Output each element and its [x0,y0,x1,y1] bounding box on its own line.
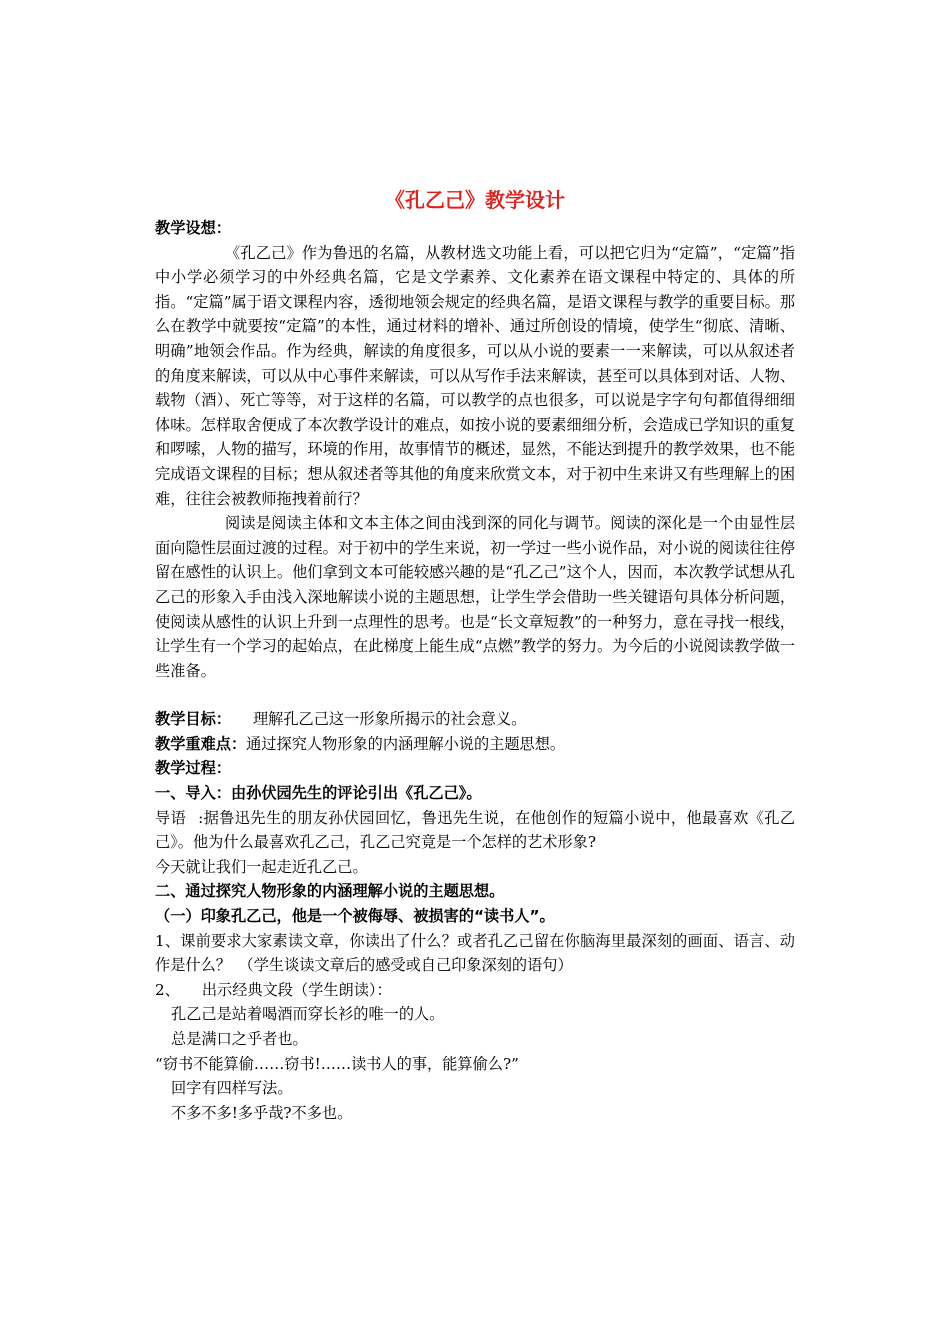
section1-lead [155,806,795,855]
quote-line: 回字有四样写法。 [171,1079,293,1098]
keypoint-line [155,732,795,757]
design-paragraph-1: 《孔乙己》作为鲁迅的名篇，从教材选文功能上看，可以把它归为“定篇”，“定篇”指中小学必须学习的中外经典名篇，它是文学素养、文化素养在语文课程中特定的、具体的所指。“定篇”属于语文课程内容，透彻地领会规定的经典名篇，是语文课程与教学的重要目标。那么在教学中就要按“定篇”的本性，通过材料的增补、通过所创设的情境，使学生“彻底、清晰、明确”地领会作品。作为经典，解读的角度很多，可以从小说的要素一一来解读，可以从叙述者的角度来解读，可以从中心事件来解读，可以从写作手法来解读，甚至可以具体到对话、人物、载物（酒）、死亡等等，对于这样的名篇，可以教学的点也很多，可以说是字字句句都值得细细体味。怎样取舍便成了本次教学设计的难点，如按小说的要素细细分析，会造成已学知识的重复和啰嗦，人物的描写，环境的作用，故事情节的概述，显然，不能达到提升的教学效果，也不能完成语文课程的目标；想从叙述者等其他的角度来欣赏文本，对于初中生来讲又有些理解上的困难，往往会被教师拖拽着前行？ [155,243,795,508]
item2-number: 2、 [155,980,180,999]
keypoint-text: 通过探究人物形象的内涵理解小说的主题思想。 [246,734,566,753]
goal-line [155,707,795,732]
section2-subheading: （一）印象孔乙己，他是一个被侮辱、被损害的“读书人”。 [155,907,555,926]
quote-line: “窃书不能算偷……窃书!……读书人的事，能算偷么?” [155,1054,519,1073]
spacer [155,683,795,707]
document-title: 《孔乙己》教学设计 [385,188,565,212]
keypoint-label: 教学重难点： [155,734,247,753]
lead-label: 导语 [155,808,187,827]
goal-text: 理解孔乙己这一形象所揭示的社会意义。 [252,710,527,729]
lead-text: :据鲁迅先生的朋友孙伏园回忆，鲁迅先生说，在他创作的短篇小说中，他最喜欢《孔乙己》。他为什么最喜欢孔乙己，孔乙己究竟是一个怎样的艺术形象? [155,808,796,852]
section2-heading: 二、通过探究人物形象的内涵理解小说的主题思想。 [155,882,505,901]
quote-line: 孔乙己是站着喝酒而穿长衫的唯一的人。 [171,1005,445,1024]
item2-text: 出示经典文段（学生朗读）： [201,980,392,999]
design-paragraph-2: 阅读是阅读主体和文本主体之间由浅到深的同化与调节。阅读的深化是一个由显性层面向隐性层面过渡的过程。对于初中的学生来说，初一学过一些小说作品，对小说的阅读往往停留在感性的认识上。他们拿到文本可能较感兴趣的是“孔乙己”这个人，因而，本次教学试想从孔乙己的形象入手由浅入深地解读小说的主题思想，让学生学会借助一些关键语句具体分析问题，使阅读从感性的认识上升到一点理性的思考。也是“长文章短教”的一种努力，意在寻找一根线，让学生有一个学习的起始点，在此梯度上能生成“点燃”教学的努力。为今后的小说阅读教学做一些准备。 [155,514,795,680]
goal-label: 教学目标： [155,710,231,729]
quote-line: 不多不多!多乎哉?不多也。 [171,1103,353,1122]
quote-line: 总是满口之乎者也。 [171,1030,308,1048]
section1-heading: 一、导入：由孙伏园先生的评论引出《孔乙己》。 [155,784,482,803]
section2-item-2 [155,978,795,1003]
document-page [155,186,795,1125]
section2-item-1: 1、课前要求大家素读文章，你读出了什么？或者孔乙己留在你脑海里最深刻的画面、语言、动作是什么？ （学生谈读文章后的感受或自己印象深刻的语句） [155,931,795,975]
process-heading: 教学过程： [155,759,231,778]
section1-closing: 今天就让我们一起走近孔乙己。 [155,857,368,876]
design-heading: 教学设想： [155,219,231,237]
